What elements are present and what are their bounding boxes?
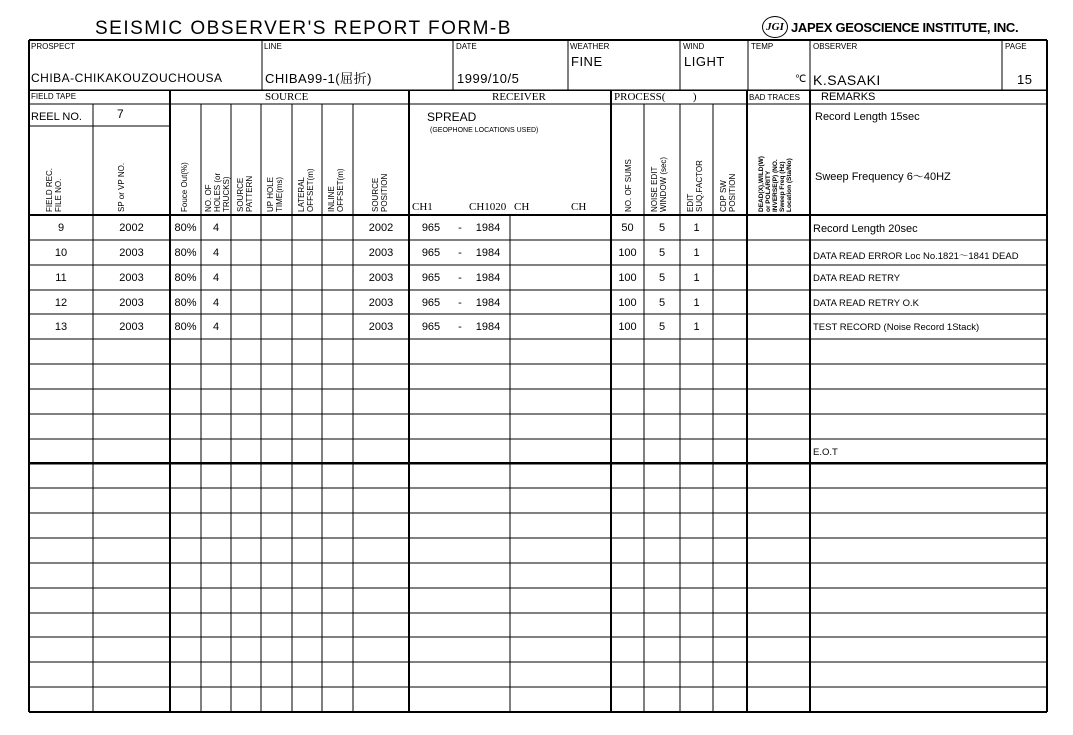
sums-cell[interactable]: 100 xyxy=(618,271,637,284)
sums-cell[interactable]: 100 xyxy=(618,321,637,334)
noise-edit-header xyxy=(650,157,668,212)
bad-traces-header-line: INVERSE(P) (NO. xyxy=(772,159,779,212)
uphole-time-header-line: UP HOLE xyxy=(266,177,275,212)
wind-label: WIND xyxy=(683,42,705,51)
channel-dash[interactable]: - xyxy=(458,271,462,284)
noise-window-cell[interactable]: 5 xyxy=(658,296,666,309)
channel-start-cell[interactable]: 965 xyxy=(421,296,441,309)
sums-header xyxy=(624,159,633,212)
bad-traces-header-line: or POLARITY xyxy=(765,170,772,212)
sums-header-line: NO. OF SUMS xyxy=(624,159,633,212)
channel-start-cell[interactable]: 965 xyxy=(421,271,441,284)
inline-offset-header-line: OFFSET(m) xyxy=(336,168,345,212)
remark-header-1: Record Length 15sec xyxy=(815,111,920,123)
channel-start-cell[interactable]: 965 xyxy=(421,246,441,259)
source-pattern-header xyxy=(236,176,254,212)
channel-start-cell[interactable]: 965 xyxy=(421,222,441,234)
holes-cell[interactable]: 4 xyxy=(212,271,220,284)
sp-no-cell[interactable]: 2003 xyxy=(119,321,144,334)
edit-factor-cell[interactable]: 1 xyxy=(693,296,700,309)
temp-unit: ℃ xyxy=(795,74,807,85)
remarks-cell[interactable]: TEST RECORD (Noise Record 1Stack) xyxy=(813,322,980,334)
file-no-cell[interactable]: 11 xyxy=(55,271,67,284)
force-out-cell[interactable]: 80% xyxy=(174,222,197,234)
observer-value[interactable]: K.SASAKI xyxy=(813,72,881,88)
remark-header-2: Sweep Frequency 6～40HZ xyxy=(815,171,951,183)
lateral-offset-header xyxy=(297,168,315,212)
uphole-time-header-line: TIME(ms) xyxy=(275,176,284,212)
noise-edit-header-line: WINDOW (sec) xyxy=(659,156,668,212)
page-label: PAGE xyxy=(1005,42,1027,51)
edit-factor-cell[interactable]: 1 xyxy=(693,321,700,334)
sp-no-header-line: SP or VP NO. xyxy=(117,162,126,212)
edit-factor-header-line: EDIT xyxy=(686,193,695,212)
form-title: SEISMIC OBSERVER'S REPORT FORM-B xyxy=(95,18,512,39)
company-logo-icon: JGI xyxy=(762,16,788,38)
channel-dash[interactable]: - xyxy=(458,222,462,234)
source-position-cell[interactable]: 2003 xyxy=(368,321,394,334)
channel-end-cell[interactable]: 1984 xyxy=(475,271,501,284)
inline-offset-header-line: INLINE xyxy=(327,186,336,212)
force-out-cell[interactable]: 80% xyxy=(174,271,197,284)
file-no-cell[interactable]: 12 xyxy=(54,296,68,309)
force-out-cell[interactable]: 80% xyxy=(174,296,197,309)
remarks-cell[interactable]: DATA READ RETRY O.K xyxy=(813,297,919,309)
holes-header-line: HOLES (or xyxy=(213,172,222,212)
sums-cell[interactable]: 100 xyxy=(618,246,637,259)
weather-label: WEATHER xyxy=(570,42,610,51)
remarks-cell[interactable]: E.O.T xyxy=(813,446,838,458)
channel-dash[interactable]: - xyxy=(458,246,462,259)
geophone-label: (GEOPHONE LOCATIONS USED) xyxy=(430,127,539,134)
weather-value[interactable]: FINE xyxy=(571,54,603,69)
edit-factor-cell[interactable]: 1 xyxy=(693,246,700,259)
bad-traces-header-line: DEAD(X),WILD(W) xyxy=(758,156,765,212)
file-no-header-line: FIELD REC. xyxy=(45,167,54,212)
cdp-position-header xyxy=(719,174,737,212)
file-no-header xyxy=(45,168,63,212)
channel-start-cell[interactable]: 965 xyxy=(421,321,441,334)
source-pattern-header-line: PATTERN xyxy=(245,175,254,212)
noise-window-cell[interactable]: 5 xyxy=(658,271,666,284)
file-no-cell[interactable]: 10 xyxy=(54,246,68,259)
edit-factor-cell[interactable]: 1 xyxy=(693,222,700,234)
remarks-cell[interactable]: DATA READ ERROR Loc No.1821～1841 DEAD xyxy=(813,250,1019,262)
source-position-header-line: SOURCE xyxy=(371,177,380,212)
edit-factor-header-line: SUQ.FACTOR xyxy=(695,160,704,212)
cdp-position-header-line: CDP SW xyxy=(719,180,728,212)
receiver-section-label: RECEIVER xyxy=(492,91,546,103)
channel-end-cell[interactable]: 1984 xyxy=(475,296,501,309)
edit-factor-cell[interactable]: 1 xyxy=(693,271,700,284)
inline-offset-header xyxy=(327,168,345,212)
holes-cell[interactable]: 4 xyxy=(212,222,220,234)
noise-edit-header-line: NOISE EDIT xyxy=(650,166,659,212)
channel-end-cell[interactable]: 1984 xyxy=(475,321,501,334)
date-label: DATE xyxy=(456,42,477,51)
bad-traces-label: BAD TRACES xyxy=(749,93,800,102)
company-name: JAPEX GEOSCIENCE INSTITUTE, INC. xyxy=(791,19,1019,35)
page-value[interactable]: 15 xyxy=(1017,72,1033,87)
force-out-cell[interactable]: 80% xyxy=(174,246,197,259)
file-no-cell[interactable]: 9 xyxy=(57,222,65,234)
observer-label: OBSERVER xyxy=(813,42,858,51)
bad-traces-header-line: Sweep Freq (Hz) xyxy=(779,161,786,212)
force-out-header-line: Fouce Out(%) xyxy=(180,162,189,212)
source-section-label: SOURCE xyxy=(265,91,309,103)
ch-label-a: CH xyxy=(514,201,530,213)
holes-cell[interactable]: 4 xyxy=(212,321,220,334)
field-tape-label: FIELD TAPE xyxy=(31,92,77,101)
lateral-offset-header-line: LATERAL xyxy=(297,177,306,212)
lateral-offset-header-line: OFFSET(m) xyxy=(306,168,315,212)
channel-end-cell[interactable]: 1984 xyxy=(475,222,501,234)
remarks-label: REMARKS xyxy=(821,91,876,103)
line-label: LINE xyxy=(264,42,282,51)
prospect-value[interactable]: CHIBA-CHIKAKOUZOUCHOUSA xyxy=(31,71,223,85)
process-section-label: PROCESS( ) xyxy=(614,91,697,103)
line-value[interactable]: CHIBA99-1(屈折) xyxy=(265,71,372,86)
uphole-time-header xyxy=(266,177,284,212)
remarks-cell[interactable]: DATA READ RETRY xyxy=(813,272,901,284)
cdp-position-header-line: POSITION xyxy=(728,173,737,212)
sp-no-cell[interactable]: 2003 xyxy=(119,296,144,309)
prospect-label: PROSPECT xyxy=(31,42,76,51)
file-no-cell[interactable]: 13 xyxy=(54,321,68,334)
file-no-header-line: FILE NO. xyxy=(54,178,63,212)
force-out-cell[interactable]: 80% xyxy=(174,321,197,334)
edit-factor-header xyxy=(686,160,704,212)
source-position-header-line: POSITION xyxy=(380,173,389,212)
reel-no-value[interactable]: 7 xyxy=(117,107,124,121)
remarks-cell[interactable]: Record Length 20sec xyxy=(813,223,918,235)
source-position-cell[interactable]: 2002 xyxy=(368,222,394,234)
holes-header-line: TRUCKS) xyxy=(222,176,231,212)
source-position-cell[interactable]: 2003 xyxy=(368,271,394,284)
noise-window-cell[interactable]: 5 xyxy=(658,246,666,259)
date-value[interactable]: 1999/10/5 xyxy=(457,71,520,86)
sp-no-header xyxy=(117,163,126,212)
bad-traces-header xyxy=(758,156,793,212)
source-pattern-header-line: SOURCE xyxy=(236,177,245,212)
force-out-header xyxy=(180,162,189,212)
bad-traces-header-line: Location (Sta/No) xyxy=(786,158,793,212)
source-position-cell[interactable]: 2003 xyxy=(368,246,394,259)
noise-window-cell[interactable]: 5 xyxy=(658,222,666,234)
ch1-label: CH1 xyxy=(412,201,433,213)
sums-cell[interactable]: 100 xyxy=(618,296,637,309)
channel-end-cell[interactable]: 1984 xyxy=(475,246,501,259)
channel-dash[interactable]: - xyxy=(458,321,462,334)
temp-label: TEMP xyxy=(751,42,774,51)
holes-cell[interactable]: 4 xyxy=(212,296,220,309)
sums-cell[interactable]: 50 xyxy=(621,222,634,234)
sp-no-cell[interactable]: 2003 xyxy=(119,271,144,284)
ch-label-b: CH xyxy=(571,201,587,213)
wind-value[interactable]: LIGHT xyxy=(684,54,725,69)
sp-no-cell[interactable]: 2003 xyxy=(119,246,144,259)
holes-cell[interactable]: 4 xyxy=(212,246,220,259)
holes-header xyxy=(204,173,231,212)
reel-no-label: REEL NO. xyxy=(31,111,82,123)
channel-dash[interactable]: - xyxy=(458,296,462,309)
source-position-cell[interactable]: 2003 xyxy=(368,296,394,309)
holes-header-line: NO. OF xyxy=(204,184,213,212)
spread-label: SPREAD xyxy=(427,110,477,124)
ch1020-label: CH1020 xyxy=(469,201,507,213)
sp-no-cell[interactable]: 2002 xyxy=(119,222,144,234)
noise-window-cell[interactable]: 5 xyxy=(658,321,666,334)
source-position-header xyxy=(371,174,389,212)
